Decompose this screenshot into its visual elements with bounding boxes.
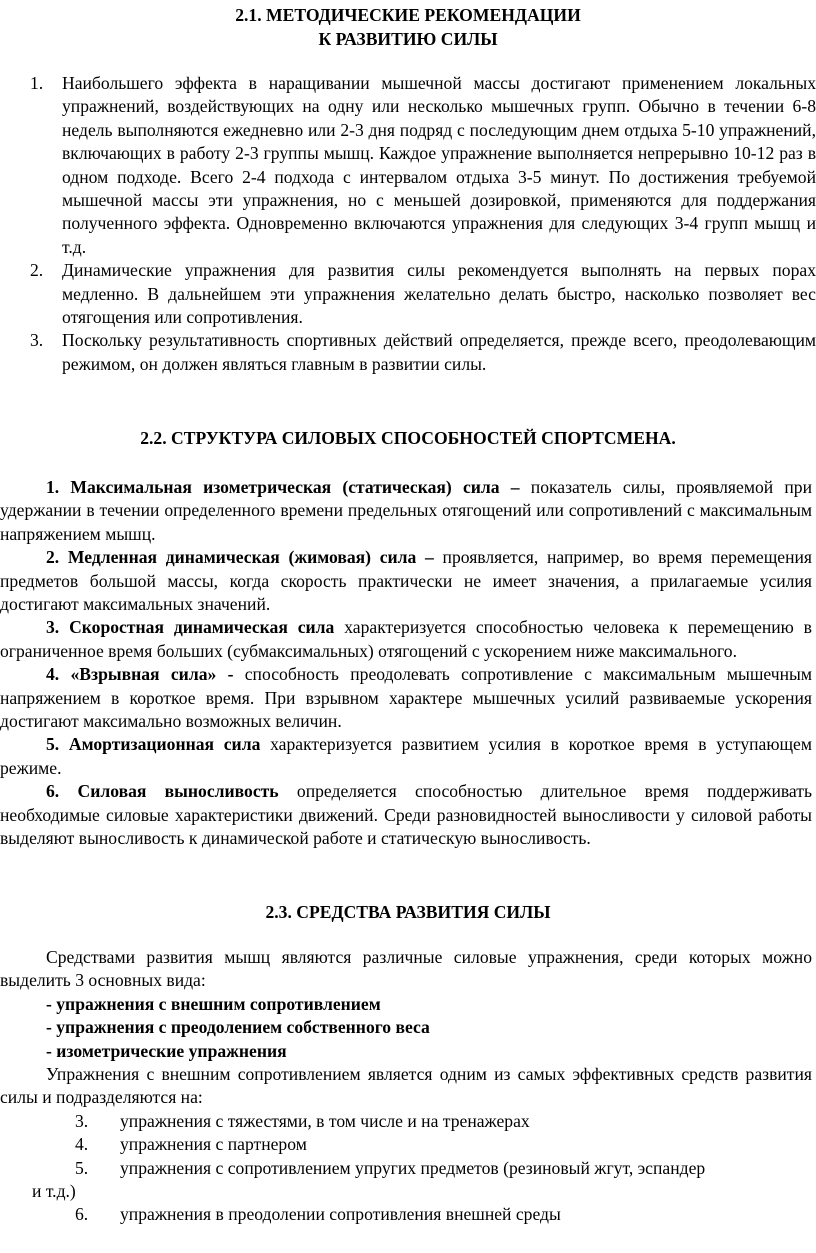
- structure-term: 1. Максимальная изометрическая (статическая) сила –: [46, 477, 520, 497]
- structure-definition: характеризуется развитием усилия в короткое время в уступающем режиме.: [0, 734, 812, 778]
- section3-title: 2.3. СРЕДСТВА РАЗВИТИЯ СИЛЫ: [265, 902, 551, 922]
- structure-paragraph: [0, 733, 812, 780]
- means-intro: Средствами развития мышц являются различные силовые упражнения, среди которых можно выделить 3 основных вида:: [0, 947, 812, 991]
- list-item-number: 2.: [30, 260, 44, 281]
- list-item: [30, 259, 816, 329]
- list-item-number: 3.: [30, 330, 44, 351]
- structure-definition: характеризуется способностью человека к перемещению в ограниченное время больших (субмаксимальных) отягощений с ускорением ниже максимального.: [0, 617, 812, 661]
- structure-term: 4. «Взрывная сила» -: [46, 664, 234, 685]
- structure-definition: способность преодолевать сопротивление с максимальным мышечным напряжением в короткое время. При взрывном характере мышечных усилий развиваемые ускорения достигают максимально возможных величин.: [0, 664, 812, 732]
- list-item: [30, 329, 816, 376]
- exercise-text: упражнения с партнером: [120, 1134, 307, 1155]
- recommendations-list: [30, 72, 816, 376]
- section1-title-line2: К РАЗВИТИЮ СИЛЫ: [318, 29, 498, 49]
- structure-paragraph: [0, 663, 812, 733]
- structure-definition: проявляется, например, во время перемещения предметов большой массы, когда скорость практически не имеет значения, а прилагаемые усилия достигают максимальных значений.: [0, 547, 813, 615]
- exercise-text: упражнения в преодолении сопротивления внешней среды: [120, 1204, 561, 1225]
- exercise-number: 3.: [75, 1110, 89, 1131]
- list-item-text: Поскольку результативность спортивных действий определяется, прежде всего, преодолевающим режимом, он должен являться главным в развитии силы.: [62, 330, 816, 374]
- section1-title-line1: 2.1. МЕТОДИЧЕСКИЕ РЕКОМЕНДАЦИИ: [235, 5, 581, 25]
- exercise-item: [0, 1203, 812, 1226]
- list-item-text: Динамические упражнения для развития силы рекомендуется выполнять на первых порах медленно. В дальнейшем эти упражнения желательно делать быстро, насколько позволяет вес отягощения или сопротивления.: [62, 260, 816, 328]
- exercise-item: [0, 1110, 812, 1133]
- means-kind: - упражнения с внешним сопротивлением: [46, 993, 381, 1014]
- exercise-item: [0, 1133, 812, 1156]
- means-kind: - упражнения с преодолением собственного веса: [46, 1017, 430, 1038]
- exercise-item: [0, 1157, 812, 1180]
- structure-term: 6. Силовая выносливость: [46, 781, 279, 802]
- exercise-number: 5.: [75, 1157, 89, 1178]
- structure-paragraph: [0, 616, 812, 663]
- means-kind: - изометрические упражнения: [46, 1040, 287, 1061]
- structure-term: 5. Амортизационная сила: [46, 734, 261, 755]
- structure-definition: определяется способностью длительное время поддерживать необходимые силовые характеристики движений. Среди разновидностей выносливости у силовой работы выделяют выносливость к динамической работе и статическую выносливость.: [0, 781, 813, 849]
- exercise-number: 6.: [75, 1204, 89, 1225]
- list-item: [30, 72, 816, 259]
- section2-title: 2.2. СТРУКТУРА СИЛОВЫХ СПОСОБНОСТЕЙ СПОРТСМЕНА.: [140, 428, 676, 448]
- exercise-number: 4.: [75, 1134, 89, 1155]
- structure-paragraph: [0, 780, 812, 850]
- list-item-text: Наибольшего эффекта в наращивании мышечной массы достигают применением локальных упражнений, воздействующих на одну или несколько мышечных групп. Обычно в течении 6-8 недель выполняются ежедневно или 2-3 дня подряд с последующим днем отдыха 5-10 упражнений, включающих в работу 2-3 группы мышц. Каждое упражнение выполняется непрерывно 10-12 раз в одном подходе. Всего 2-4 подхода с интервалом отдыха 3-5 минут. По достижения требуемой мышечной массы эти упражнения, но с меньшей дозировкой, применяются для поддержания полученного эффекта. Одновременно включаются упражнения для следующих 3-4 групп мышц и т.д.: [62, 73, 816, 257]
- structure-paragraph: [0, 476, 812, 546]
- exercise-text: упражнения с тяжестями, в том числе и на тренажерах: [120, 1110, 530, 1131]
- strength-structure: [0, 476, 812, 851]
- exercise-text: упражнения с сопротивлением упругих предметов (резиновый жгут, эспандер: [120, 1157, 706, 1178]
- structure-definition: показатель силы, проявляемой при удержании в течении определенного времени предельных отягощений или сопротивлений с максимальным напряжением мышц.: [0, 477, 812, 544]
- structure-term: 2. Медленная динамическая (жимовая) сила –: [46, 547, 434, 568]
- structure-term: 3. Скоростная динамическая сила: [46, 617, 335, 638]
- exercise-text-continuation: и т.д.): [32, 1181, 76, 1202]
- list-item-number: 1.: [30, 73, 44, 93]
- means-lead: Упражнения с внешним сопротивлением является одним из самых эффективных средств развития силы и подразделяются на:: [0, 1064, 812, 1108]
- structure-paragraph: [0, 546, 812, 616]
- strength-means: [0, 946, 812, 1227]
